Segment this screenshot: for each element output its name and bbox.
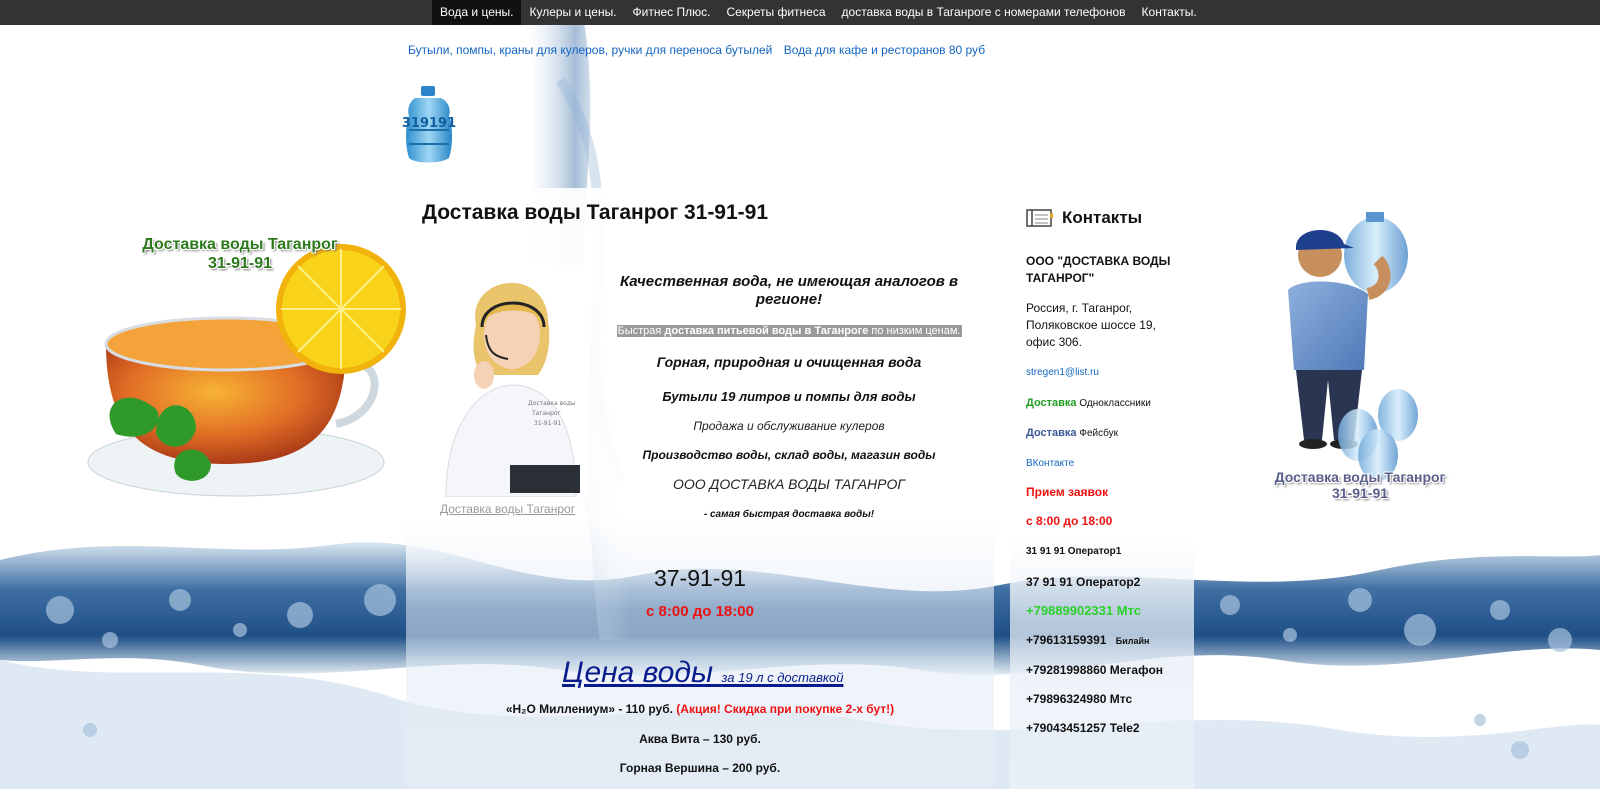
fast-delivery-line (614, 325, 964, 337)
odnoklassniki-bold: Доставка (1026, 397, 1077, 409)
fast-delivery-bold: доставка питьевой воды в Таганроге (664, 325, 869, 337)
facebook-link[interactable] (1026, 427, 1118, 439)
beeline-phone (1026, 633, 1149, 647)
left-banner-line1: Доставка воды Таганрог (142, 236, 338, 253)
svg-text:31-91-91: 31-91-91 (534, 420, 562, 427)
secondary-links (408, 43, 993, 57)
mts-phone-1: +79889902331 Мтс (1026, 603, 1141, 618)
svg-text:Доставка воды: Доставка воды (528, 400, 576, 407)
company-name: ООО "ДОСТАВКА ВОДЫ ТАГАНРОГ" (1026, 254, 1171, 285)
company-address: Россия, г. Таганрог, Поляковское шоссе 19, офис 306. (1026, 301, 1156, 349)
email-link[interactable]: stregen1@list.ru (1026, 367, 1099, 378)
tele2-phone: +79043451257 Tele2 (1026, 721, 1140, 735)
nav-item-water-prices[interactable]: Вода и цены. (432, 0, 521, 25)
courier-with-bottles-image (1258, 210, 1458, 502)
facebook-bold: Доставка (1026, 427, 1077, 439)
operator2-phone: 37 91 91 Оператор2 (1026, 575, 1141, 589)
megafon-phone: +79281998860 Мегафон (1026, 663, 1164, 677)
nav-item-fitness-plus[interactable]: Фитнес Плюс. (632, 5, 711, 19)
odnoklassniki-link[interactable] (1026, 397, 1151, 409)
company-name-line: ООО ДОСТАВКА ВОДЫ ТАГАНРОГ (672, 476, 906, 492)
contacts-heading (1026, 208, 1142, 228)
notebook-icon (1026, 209, 1054, 227)
beeline-label: Билайн (1115, 636, 1150, 646)
logo-text: 319191 (401, 116, 457, 131)
coolers-service-line: Продажа и обслуживание кулеров (693, 419, 885, 433)
fast-delivery-pre: Быстрая (617, 325, 665, 337)
beeline-number: +79613159391 (1026, 633, 1107, 647)
quality-headline: Качественная вода, не имеющая аналогов в регионе! (619, 273, 959, 308)
main-working-hours: с 8:00 до 18:00 (646, 603, 754, 620)
price-item-millenium (460, 702, 940, 716)
price-item-millenium-text: «H₂O Миллениум» - 110 руб. (505, 702, 673, 716)
bottles-pumps-line: Бутыли 19 литров и помпы для воды (662, 389, 916, 404)
top-navigation (0, 0, 1600, 25)
link-cafe-water[interactable]: Вода для кафе и ресторанов 80 руб (783, 43, 986, 57)
nav-item-delivery-phones[interactable]: доставка воды в Таганроге с номерами телефонов (841, 5, 1126, 19)
nav-item-coolers-prices[interactable]: Кулеры и цены. (529, 5, 617, 19)
fastest-delivery-line: - самая быстрая доставка воды! (703, 509, 875, 520)
price-heading-text: Цена воды (562, 656, 714, 689)
fast-delivery-post: по низким ценам. (868, 325, 961, 337)
nav-item-fitness-secrets[interactable]: Секреты фитнеса (726, 5, 826, 19)
nav-item-contacts[interactable]: Контакты. (1141, 5, 1197, 19)
facebook-label: Фейсбук (1079, 428, 1118, 439)
price-heading (562, 656, 843, 690)
sidebar-hours: с 8:00 до 18:00 (1026, 514, 1113, 528)
water-types-line: Горная, природная и очищенная вода (656, 354, 922, 370)
price-item-gornaya-vershina: Горная Вершина – 200 руб. (619, 761, 781, 775)
water-bottle-icon[interactable] (401, 86, 457, 164)
right-banner-line1: Доставка воды Таганрог (1274, 469, 1446, 485)
svg-text:Таганрог: Таганрог (532, 410, 561, 417)
requests-label: Прием заявок (1026, 485, 1109, 499)
fast-delivery-highlight (617, 325, 962, 337)
right-banner-line2: 31-91-91 (1331, 485, 1389, 501)
promo-text: (Акция! Скидка при покупке 2-х бут!) (676, 702, 895, 716)
page-title: Доставка воды Таганрог 31-91-91 (422, 201, 769, 224)
link-bottles-pumps[interactable]: Бутыли, помпы, краны для кулеров, ручки для переноса бутылей (408, 43, 773, 57)
odnoklassniki-label: Одноклассники (1079, 398, 1151, 409)
operator1-phone: 31 91 91 Оператор1 (1026, 546, 1122, 557)
operator-photo (426, 265, 590, 497)
price-item-aqua-vita: Аква Вита – 130 руб. (639, 732, 761, 746)
tea-cup-lemon-image (86, 234, 408, 502)
operator-caption[interactable]: Доставка воды Таганрог (440, 502, 576, 516)
left-banner-line2: 31-91-91 (207, 255, 273, 272)
vkontakte-link[interactable]: ВКонтакте (1026, 458, 1075, 469)
right-banner-text (1250, 469, 1470, 501)
left-banner-text (120, 235, 360, 273)
contacts-heading-text: Контакты (1062, 208, 1143, 227)
production-line: Производство воды, склад воды, магазин воды (642, 448, 936, 462)
price-heading-subtitle: за 19 л с доставкой (721, 670, 844, 685)
main-phone-number: 37-91-91 (653, 565, 747, 591)
mts-phone-2: +79896324980 Мтс (1026, 692, 1133, 706)
